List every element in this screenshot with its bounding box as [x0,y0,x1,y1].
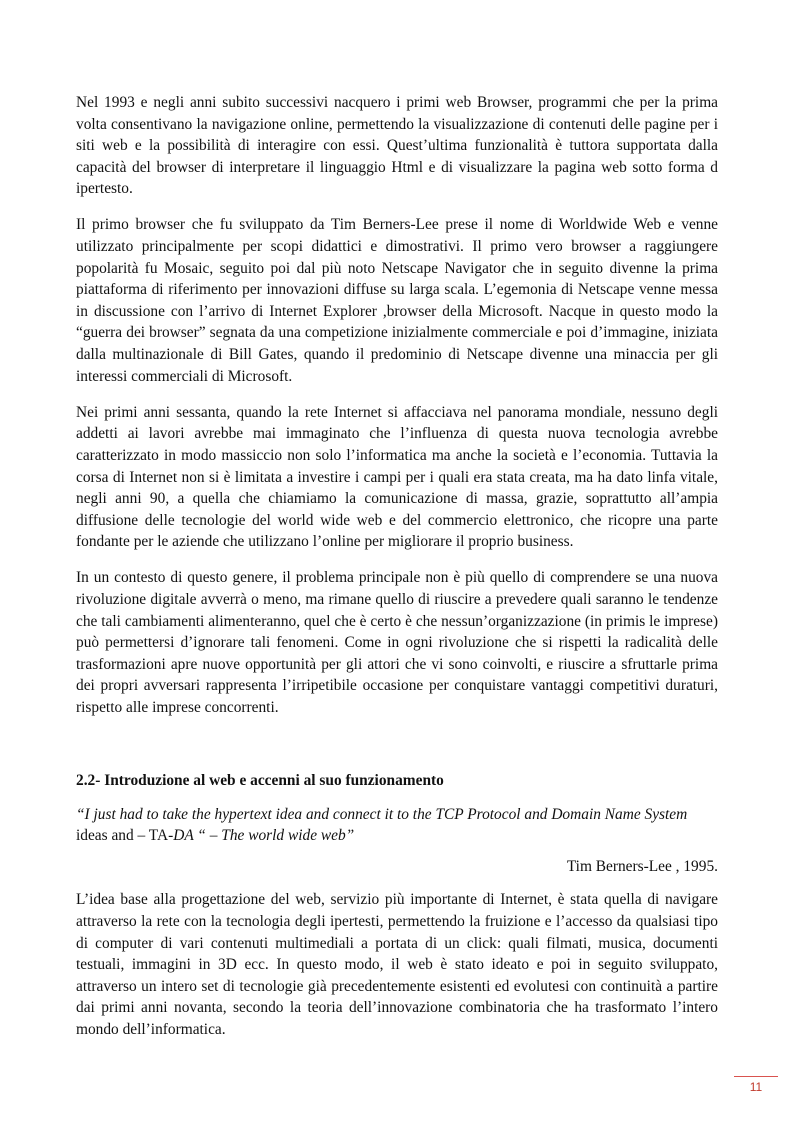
section-heading: 2.2- Introduzione al web e accenni al suo funzionamento [76,772,444,790]
quote-text-italic-end: DA “ – The world wide web” [173,827,355,845]
document-body [76,92,718,1055]
quote-attribution: Tim Berners-Lee , 1995. [566,857,718,875]
section-quote [76,804,718,847]
paragraph-web-idea: L’idea base alla progettazione del web, servizio più importante di Internet, è stata quella di navigare attraverso la rete con la tecnologia degli ipertesti, permettendo la fruizione e l’accesso da qualsiasi tipo di computer di vari contenuti multimediali a portata di un click: quali filmati, musica, documenti testuali, immagini in 3D ecc. In questo modo, il web è stato ideato e poi in seguito sviluppato, attraverso un intero set di tecnologie già precedentemente esistenti ed evolutesi con continuità a partire dai primi anni novanta, secondo la teoria dell’innovazione combinatoria che ha trasformato l’intero mondo dell’informatica. [76,891,718,1038]
paragraph-digital-revolution: In un contesto di questo genere, il problema principale non è più quello di comprendere se una nuova rivoluzione digitale avverrà o meno, ma rimane quello di riuscire a prevedere quali saranno le tendenze che tali cambiamenti alimenteranno, quel che è certo è che nessun’organizzazione (in primis le imprese) può permettersi d’ignorare tali fenomeni. Come in ogni rivoluzione che si rispetti la radicalità delle trasformazioni apre nuove opportunità per gli attori che vi sono coinvolti, e riuscire a sfruttarle prima dei propri avversari rappresenta l’irripetibile occasione per conquistare vantaggi competitivi duraturi, rispetto alle imprese concorrenti. [76,569,718,716]
section-spacer [76,733,718,770]
quote-text-italic: “I just had to take the hypertext idea and connect it to the TCP Protocol and Domain Name System [76,805,688,823]
paragraph-browser-history: Nel 1993 e negli anni subito successivi nacquero i primi web Browser, programmi che per la prima volta consentivano la navigazione online, permettendo la visualizzazione di contenuti delle pagine per i siti web e la possibilità di interagire con essi. Quest’ultima funzionalità è tuttora supportata dalla capacità del browser di interpretare il linguaggio Html e di visualizzare la pagina web sotto forma d ipertesto. [76,94,718,198]
quote-text-roman: ideas and – TA- [76,827,174,845]
page-number: 11 [749,1080,763,1094]
footer-divider [734,1076,778,1077]
paragraph-browser-war: Il primo browser che fu sviluppato da Tim Berners-Lee prese il nome di Worldwide Web e venne utilizzato principalmente per scopi didattici e dimostrativi. Il primo vero browser a raggiungere popolarità fu Mosaic, seguito poi dal più noto Netscape Navigator che in seguito divenne la prima piattaforma di riferimento per innovazioni diffuse su larga scala. L’egemonia di Netscape venne messa in discussione con l’arrivo di Internet Explorer ,browser della Microsoft. Nacque in questo modo la “guerra dei browser” segnata da una competizione inizialmente commerciale e poi d’immagine, iniziata dalla multinazionale di Bill Gates, quando il predominio di Netscape divenne una minaccia per gli interessi commerciali di Microsoft. [76,216,718,385]
paragraph-internet-impact: Nei primi anni sessanta, quando la rete Internet si affacciava nel panorama mondiale, nessuno degli addetti ai lavori avrebbe mai immaginato che l’influenza di questa nuova tecnologia avrebbe caratterizzato in modo massiccio non solo l’informatica ma anche la società e l’economia. Tuttavia la corsa di Internet non si è limitata a investire i campi per i quali era stata creata, ma ha dato linfa vitale, negli anni 90, a quella che chiamiamo la comunicazione di massa, grazie, soprattutto all’ampia diffusione delle tecnologie del world wide web e del commercio elettronico, che ricopre una parte fondante per le aziende che utilizzano l’online per migliorare il proprio business. [76,403,718,551]
